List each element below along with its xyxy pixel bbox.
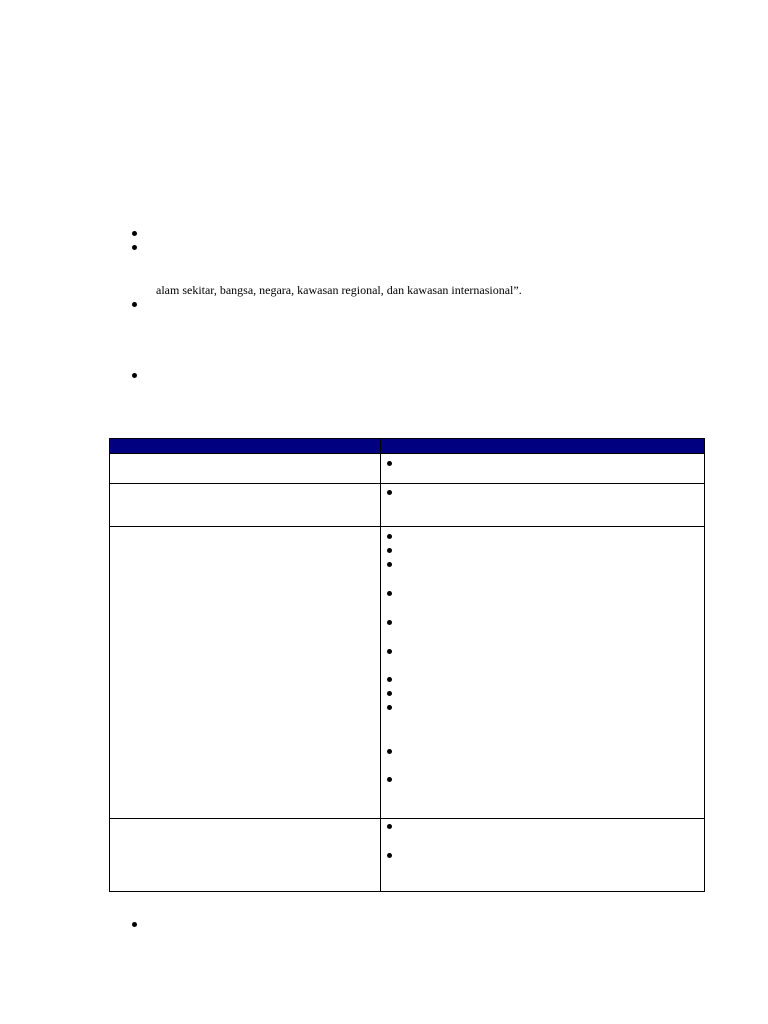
bullet-marker	[132, 373, 137, 378]
table-row	[110, 454, 705, 484]
table-row	[110, 484, 705, 527]
bullet-marker	[387, 824, 392, 829]
table-header-right	[381, 439, 705, 454]
bullet-marker	[387, 677, 392, 682]
table-cell-right	[381, 527, 705, 819]
bullet-marker	[387, 548, 392, 553]
table-cell-right	[381, 819, 705, 892]
bullet-marker	[387, 649, 392, 654]
bullet-marker	[387, 749, 392, 754]
table-header-left	[110, 439, 381, 454]
content-table	[109, 438, 705, 892]
bullet-marker	[132, 231, 137, 236]
bullet-marker	[387, 490, 392, 495]
table-header-row	[110, 439, 705, 454]
table-cell-left	[110, 819, 381, 892]
table-row	[110, 819, 705, 892]
list-item-continuation: alam sekitar, bangsa, negara, kawasan regional, dan kawasan internasional”.	[156, 283, 522, 297]
table-cell-left	[110, 527, 381, 819]
bullet-marker	[387, 853, 392, 858]
bullet-marker	[132, 245, 137, 250]
bullet-marker	[132, 922, 137, 927]
table-row	[110, 527, 705, 819]
table-cell-left	[110, 454, 381, 484]
bullet-marker	[387, 691, 392, 696]
bullet-marker	[387, 591, 392, 596]
bullet-marker	[387, 777, 392, 782]
bullet-marker	[132, 302, 137, 307]
table-cell-right	[381, 454, 705, 484]
bullet-marker	[387, 562, 392, 567]
bullet-marker	[387, 534, 392, 539]
bullet-marker	[387, 705, 392, 710]
table-cell-left	[110, 484, 381, 527]
bullet-marker	[387, 461, 392, 466]
table-cell-right	[381, 484, 705, 527]
bullet-marker	[387, 620, 392, 625]
